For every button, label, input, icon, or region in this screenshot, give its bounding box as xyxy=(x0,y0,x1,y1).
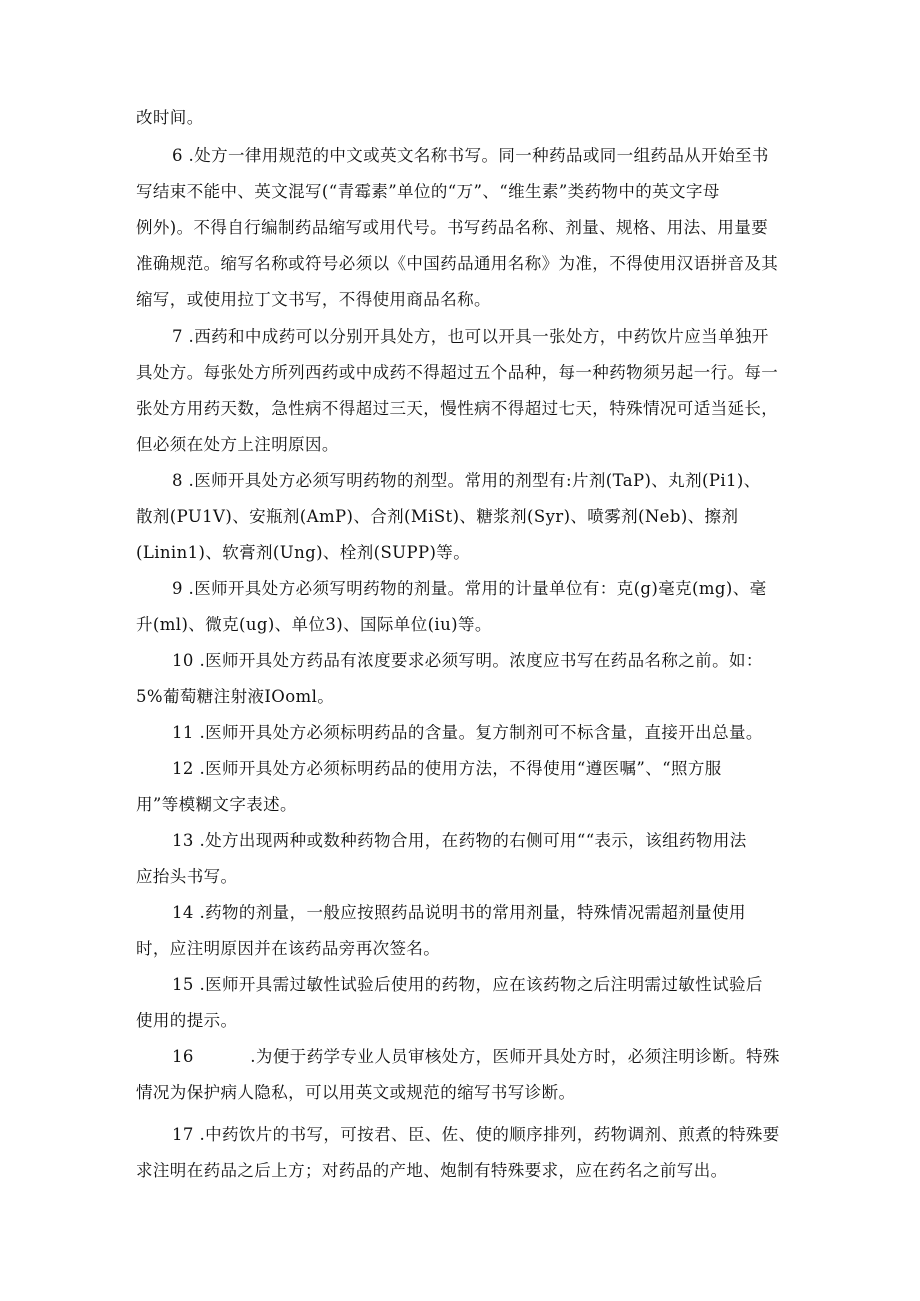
item-9-line-1: 9 .医师开具处方必须写明药物的剂量。常用的计量单位有：克(g)毫克(mg)、毫 xyxy=(172,579,767,598)
item-16-line-2: 情况为保护病人隐私，可以用英文或规范的缩写书写诊断。 xyxy=(136,1083,576,1102)
item-15-line-2: 使用的提示。 xyxy=(136,1011,238,1030)
item-15-line-1: 15 .医师开具需过敏性试验后使用的药物，应在该药物之后注明需过敏性试验后 xyxy=(172,975,763,994)
item-9-line-2: 升(ml)、微克(ug)、单位3)、国际单位(iu)等。 xyxy=(136,615,492,634)
item-7-line-4: 但必须在处方上注明原因。 xyxy=(136,435,339,454)
item-8-line-2: 散剂(PU1V)、安瓶剂(AmP)、合剂(MiSt)、糖浆剂(Syr)、喷雾剂(Neb)、擦剂 xyxy=(136,507,739,526)
item-6-line-5: 缩写，或使用拉丁文书写，不得使用商品名称。 xyxy=(136,290,491,309)
item-8-line-1: 8 .医师开具处方必须写明药物的剂型。常用的剂型有:片剂(TaP)、丸剂(Pi1)、 xyxy=(172,471,761,490)
item-6-line-4: 准确规范。缩写名称或符号必须以《中国药品通用名称》为准，不得使用汉语拼音及其 xyxy=(136,254,779,273)
item-14-line-2: 时，应注明原因并在该药品旁再次签名。 xyxy=(136,939,441,958)
item-6-line-3: 例外)。不得自行编制药品缩写或用代号。书写药品名称、剂量、规格、用法、用量要 xyxy=(136,218,769,237)
item-17-line-2: 求注明在药品之后上方；对药品的产地、炮制有特殊要求，应在药名之前写出。 xyxy=(136,1161,728,1180)
item-17-line-1: 17 .中药饮片的书写，可按君、臣、佐、使的顺序排列，药物调剂、煎煮的特殊要 xyxy=(172,1125,780,1144)
item-8-line-3: (Linin1)、软膏剂(Ung)、栓剂(SUPP)等。 xyxy=(136,543,471,562)
item-12-line-2: 用”等模糊文字表述。 xyxy=(136,795,297,814)
item-13-line-2: 应抬头书写。 xyxy=(136,867,238,886)
item-16-line-1: 16 .为便于药学专业人员审核处方，医师开具处方时，必须注明诊断。特殊 xyxy=(172,1047,780,1066)
item-7-line-2: 具处方。每张处方所列西药或中成药不得超过五个品种，每一种药物须另起一行。每一 xyxy=(136,363,779,382)
item-10-line-1: 10 .医师开具处方药品有浓度要求必须写明。浓度应书写在药品名称之前。如： xyxy=(172,651,763,670)
item-12-line-1: 12 .医师开具处方必须标明药品的使用方法，不得使用“遵医嘱”、“照方服 xyxy=(172,759,722,778)
item-7-line-3: 张处方用药天数，急性病不得超过三天，慢性病不得超过七天，特殊情况可适当延长， xyxy=(136,399,779,418)
item-6-line-2: 写结束不能中、英文混写(“青霉素”单位的“万”、“维生素”类药物中的英文字母 xyxy=(136,182,720,201)
item-6-line-1: 6 .处方一律用规范的中文或英文名称书写。同一种药品或同一组药品从开始至书 xyxy=(172,146,769,165)
item-7-line-1: 7 .西药和中成药可以分别开具处方，也可以开具一张处方，中药饮片应当单独开 xyxy=(172,327,769,346)
item-11-line-1: 11 .医师开具处方必须标明药品的含量。复方制剂可不标含量，直接开出总量。 xyxy=(172,723,763,742)
item-13-line-1: 13 .处方出现两种或数种药物合用，在药物的右侧可用““表示，该组药物用法 xyxy=(172,831,747,850)
text-line-continuation: 改时间。 xyxy=(136,108,204,127)
item-14-line-1: 14 .药物的剂量，一般应按照药品说明书的常用剂量，特殊情况需超剂量使用 xyxy=(172,903,746,922)
item-10-line-2: 5%葡萄糖注射液IOoml。 xyxy=(136,687,335,706)
